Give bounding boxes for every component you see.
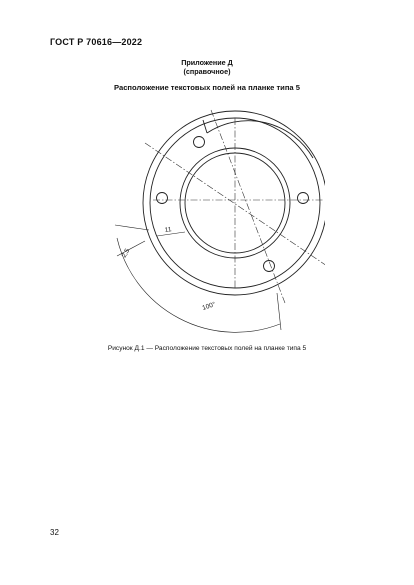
standard-header: ГОСТ Р 70616—2022 xyxy=(50,37,143,47)
hole-left xyxy=(157,193,168,204)
dim-11-label: 11 xyxy=(164,226,172,234)
annex-heading xyxy=(0,58,414,76)
page-number: 32 xyxy=(50,528,59,537)
hole-bottom xyxy=(264,261,275,272)
technical-drawing xyxy=(95,98,325,340)
annex-title: Приложение Д xyxy=(181,58,233,67)
annex-status: (справочное) xyxy=(183,67,231,76)
dim-2-5-label: 2,5 xyxy=(120,247,132,259)
dim-100-label: 100° xyxy=(201,301,217,312)
section-title: Расположение текстовых полей на планке типа 5 xyxy=(114,83,300,92)
dim-2-5-ext xyxy=(115,225,149,230)
hole-right xyxy=(298,193,309,204)
figure-caption: Рисунок Д.1 — Расположение текстовых полей на планке типа 5 xyxy=(107,345,307,352)
outer-circle xyxy=(143,111,325,295)
axis-diagonal-2 xyxy=(211,110,285,303)
hole-top xyxy=(194,137,205,148)
text-field-boundary xyxy=(203,120,313,158)
